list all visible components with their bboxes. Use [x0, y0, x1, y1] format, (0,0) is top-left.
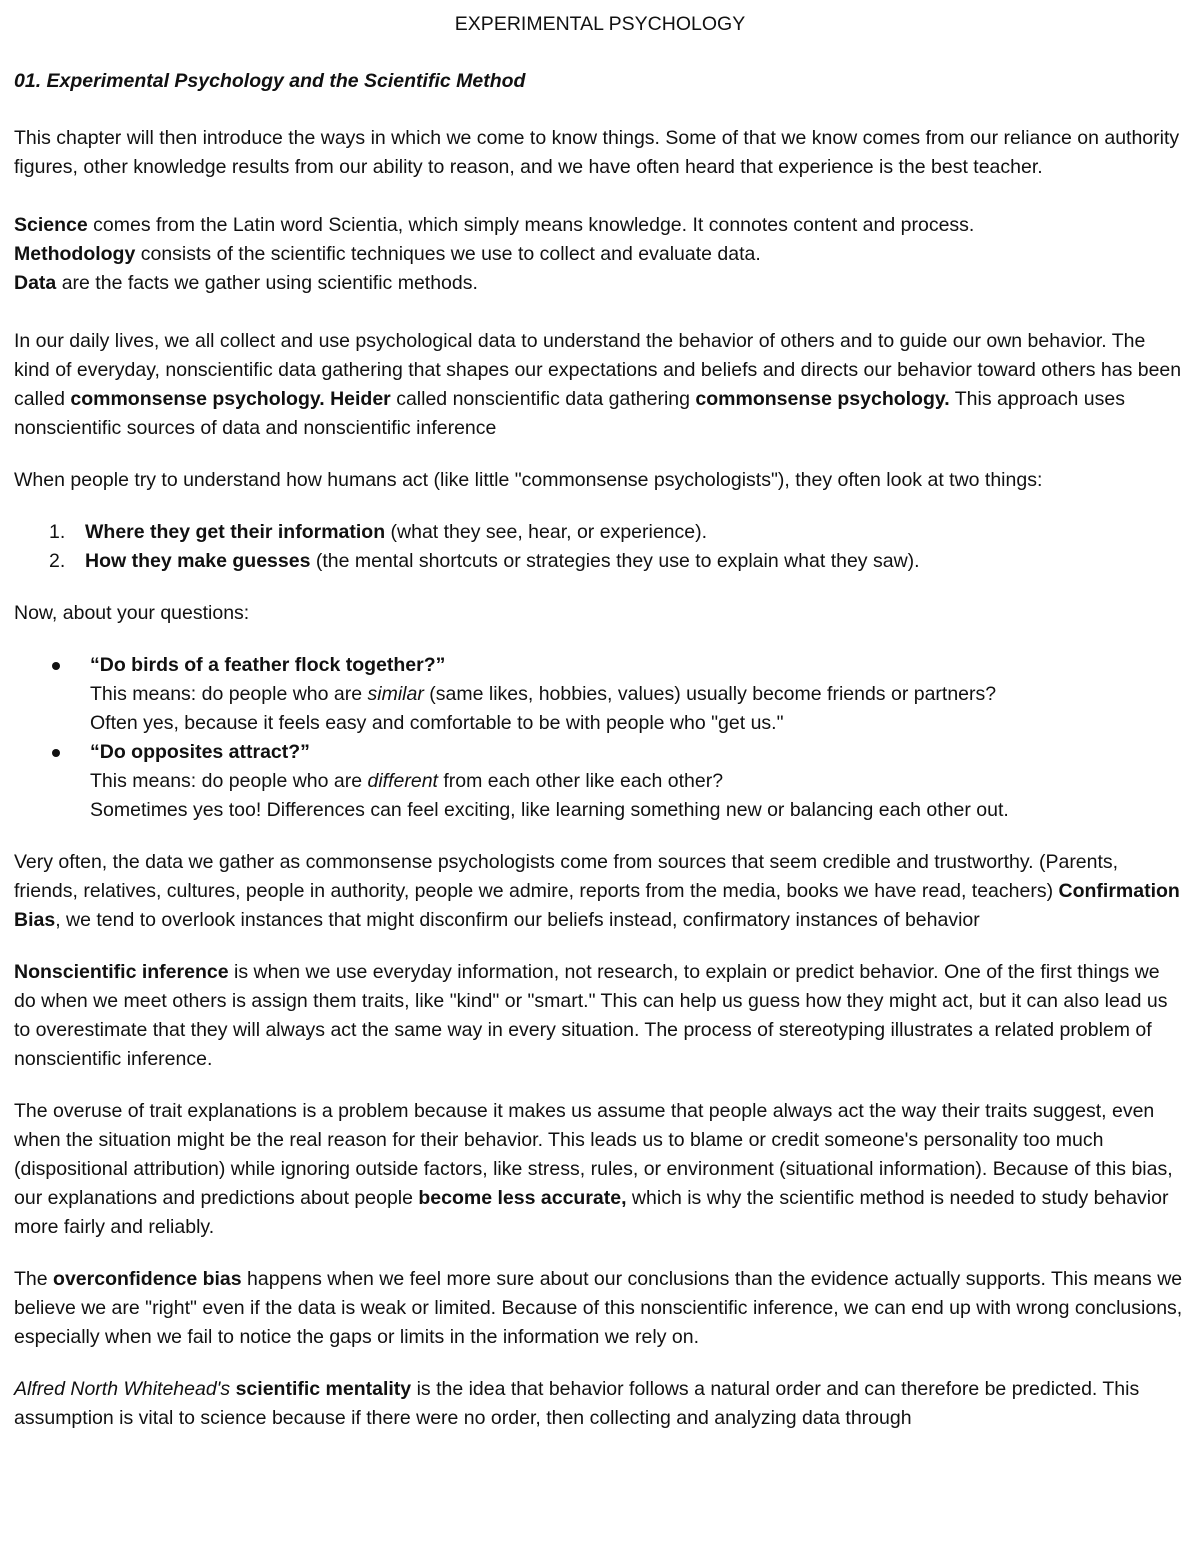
- bold-term: commonsense psychology.: [695, 388, 950, 410]
- bullet-icon: [52, 662, 60, 670]
- italic-term: different: [367, 770, 438, 792]
- nonscientific-inference-paragraph: [14, 958, 1186, 1074]
- document-title: EXPERIMENTAL PSYCHOLOGY: [454, 13, 746, 35]
- bold-term: commonsense psychology. Heider: [70, 388, 391, 410]
- list-item: [14, 547, 1186, 576]
- definition-data: [14, 269, 1186, 298]
- text-run: This means: do people who are: [90, 770, 368, 792]
- definition-text: are the facts we gather using scientific methods.: [56, 272, 478, 294]
- definition-term: Science: [14, 214, 88, 236]
- definition-text: comes from the Latin word Scientia, which simply means knowledge. It connotes content and process.: [87, 214, 975, 236]
- text-run: which is why the scientific method is needed to study behavior more fairly and reliably.: [14, 1187, 1169, 1238]
- text-run: (same likes, hobbies, values) usually become friends or partners?: [423, 683, 997, 705]
- text-run: is the idea that behavior follows a natural order and can therefore be predicted. This assumption is vital to science because if there were no order, then collecting and analyzing data through: [14, 1378, 1140, 1429]
- text-run: This approach uses nonscientific sources of data and nonscientific inference: [14, 388, 1125, 439]
- text-run: In our daily lives, we all collect and use psychological data to understand the behavior of others and to guide our own behavior. The kind of everyday, nonscientific data gathering that shapes our expectations and beliefs and directs our behavior toward others has been called: [14, 330, 1182, 410]
- italic-term: Alfred North Whitehead's: [14, 1378, 231, 1400]
- text-run: (what they see, hear, or experience).: [385, 521, 708, 543]
- bullet-icon: [52, 749, 60, 757]
- questions-list: [14, 651, 1186, 825]
- text-run: from each other like each other?: [437, 770, 724, 792]
- question-explanation: [90, 767, 1186, 796]
- credible-sources-paragraph: [14, 848, 1186, 935]
- bold-term: How they make guesses: [85, 550, 311, 572]
- question-text: “Do birds of a feather flock together?”: [90, 654, 446, 676]
- daily-lives-paragraph: [14, 327, 1186, 443]
- list-number: 1.: [49, 521, 66, 543]
- two-things-intro: When people try to understand how humans act (like little "commonsense psychologists"), they often look at two things:: [14, 469, 1043, 491]
- text-run: , we tend to overlook instances that might disconfirm our beliefs instead, confirmatory instances of behavior: [55, 909, 980, 931]
- definition-term: Methodology: [14, 243, 136, 265]
- bold-term: Nonscientific inference: [14, 961, 229, 983]
- bold-term: scientific mentality: [230, 1378, 412, 1400]
- whitehead-paragraph: [14, 1375, 1186, 1433]
- bold-term: Where they get their information: [85, 521, 386, 543]
- text-run: Very often, the data we gather as commonsense psychologists come from sources that seem credible and trustworthy. (Parents, friends, relatives, cultures, people in authority, people we admire, reports from the media, books we have read, teachers): [14, 851, 1119, 902]
- intro-paragraph: This chapter will then introduce the ways in which we come to know things. Some of that we know comes from our reliance on authority figures, other knowledge results from our ability to reason, and we have often heard that experience is the best teacher.: [14, 127, 1180, 178]
- text-run: The overuse of trait explanations is a problem because it makes us assume that people always act the way their traits suggest, even when the situation might be the real reason for their behavior. This leads us to blame or credit someone's personality too much (dispositional attribution) while ignoring outside factors, like stress, rules, or environment (situational information). Because of this bias, our explanations and predictions about people: [14, 1100, 1173, 1209]
- text-run: is when we use everyday information, not research, to explain or predict behavior. One of the first things we do when we meet others is assign them traits, like "kind" or "smart." This can help us guess how they might act, but it can also lead us to overestimate that they will always act the same way in every situation. The process of stereotyping illustrates a related problem of nonscientific inference.: [14, 961, 1168, 1070]
- question-explanation: [90, 680, 1186, 709]
- questions-intro: Now, about your questions:: [14, 602, 250, 624]
- text-run: (the mental shortcuts or strategies they use to explain what they saw).: [310, 550, 920, 572]
- question-answer: Sometimes yes too! Differences can feel exciting, like learning something new or balancing each other out.: [90, 799, 1009, 821]
- overconfidence-paragraph: [14, 1265, 1186, 1352]
- definition-methodology: [14, 240, 1186, 269]
- trait-overuse-paragraph: [14, 1097, 1186, 1242]
- list-item: [14, 518, 1186, 547]
- text-run: called nonscientific data gathering: [390, 388, 696, 410]
- section-heading: 01. Experimental Psychology and the Scientific Method: [14, 70, 526, 92]
- text-run: The: [14, 1268, 54, 1290]
- bold-term: become less accurate,: [418, 1187, 627, 1209]
- definition-text: consists of the scientific techniques we use to collect and evaluate data.: [135, 243, 761, 265]
- two-things-list: [14, 518, 1186, 576]
- text-run: happens when we feel more sure about our conclusions than the evidence actually supports. This means we believe we are "right" even if the data is weak or limited. Because of this nonscientific inference, we can end up with wrong conclusions, especially when we fail to notice the gaps or limits in the information we rely on.: [14, 1268, 1183, 1348]
- bold-term: Confirmation Bias: [14, 880, 1180, 931]
- definitions-block: [14, 211, 1186, 298]
- definition-term: Data: [14, 272, 57, 294]
- italic-term: similar: [367, 683, 424, 705]
- list-item: [14, 651, 1186, 738]
- bold-term: overconfidence bias: [53, 1268, 242, 1290]
- definition-science: [14, 211, 1186, 240]
- text-run: This means: do people who are: [90, 683, 368, 705]
- list-number: 2.: [49, 550, 66, 572]
- list-item: [14, 738, 1186, 825]
- question-text: “Do opposites attract?”: [90, 741, 310, 763]
- question-answer: Often yes, because it feels easy and comfortable to be with people who "get us.": [90, 712, 784, 734]
